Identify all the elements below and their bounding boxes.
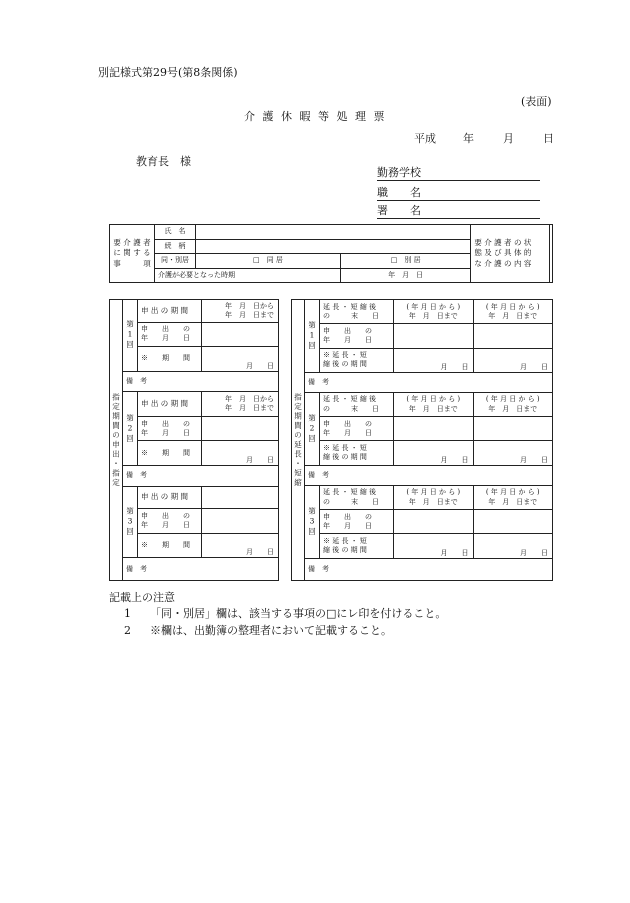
date-line <box>414 130 564 146</box>
date-year: 年 <box>463 132 474 145</box>
date-month: 月 <box>503 132 514 145</box>
right-r2-date-a[interactable] <box>394 417 474 441</box>
right-r1-mark-b[interactable]: 月 日 <box>473 348 553 372</box>
date-era: 平成 <box>414 132 436 145</box>
left-r3-period-value[interactable] <box>202 486 279 509</box>
name-label: 氏 名 <box>155 225 196 240</box>
left-r1-period-label: 申 出 の 期 間 <box>138 300 202 323</box>
right-r1-date-b[interactable] <box>473 324 553 348</box>
right-r3-mark-label: ※ 延 長 ・ 短 縮 後 の 期 間 <box>320 534 394 558</box>
right-r3-ext-label: 延 長 ・ 短 縮 後 の 末 日 <box>320 485 394 509</box>
addressee: 教育長 様 <box>136 155 191 168</box>
signer-school: 勤務学校 <box>377 164 540 181</box>
needed-since-date[interactable]: 年 月 日 <box>340 268 470 283</box>
right-r3-col-a[interactable]: ( 年 月 日 か ら ) 年 月 日まで <box>394 485 474 509</box>
left-r3-mark-value[interactable]: 月 日 <box>202 533 279 558</box>
right-r3-mark-b[interactable]: 月 日 <box>473 534 553 558</box>
left-r1-date-field[interactable] <box>202 322 279 347</box>
left-r2-mark-value[interactable]: 月 日 <box>202 441 279 466</box>
right-r3-remarks[interactable]: 備 考 <box>305 558 553 580</box>
left-r1-mark-value[interactable]: 月 日 <box>202 347 279 372</box>
right-r1-mark-a[interactable]: 月 日 <box>394 348 474 372</box>
period-extension-table <box>291 299 553 581</box>
left-r3-period-label: 申 出 の 期 間 <box>138 486 202 509</box>
right-r3-date-label: 申 出 の 年 月 日 <box>320 510 394 534</box>
condition-field[interactable] <box>550 225 553 283</box>
left-r2-period-label: 申 出 の 期 間 <box>138 392 202 417</box>
care-recipient-table <box>109 224 553 283</box>
notes-heading: 記載上の注意 <box>109 591 175 604</box>
left-r3-mark-label: ※ 期 間 <box>138 533 202 558</box>
note-2-text: ※欄は、出勤簿の整理者において記載すること。 <box>150 624 392 637</box>
left-r2-date-label: 申 出 の 年 月 日 <box>138 416 202 441</box>
right-r2-date-b[interactable] <box>473 417 553 441</box>
right-r2-remarks[interactable]: 備 考 <box>305 465 553 485</box>
left-r1-remarks[interactable]: 備 考 <box>123 371 279 392</box>
right-r2-ext-label: 延 長 ・ 短 縮 後 の 末 日 <box>320 392 394 416</box>
right-r2-mark-b[interactable]: 月 日 <box>473 441 553 465</box>
right-r1-remarks[interactable]: 備 考 <box>305 372 553 392</box>
right-r1-date-a[interactable] <box>394 324 474 348</box>
note-1-text: 「同・別居」欄は、該当する事項の□にレ印を付けること。 <box>150 607 447 620</box>
left-round-3: 第3回 <box>123 486 138 558</box>
right-r2-mark-label: ※ 延 長 ・ 短 縮 後 の 期 間 <box>320 441 394 465</box>
left-r2-remarks[interactable]: 備 考 <box>123 466 279 487</box>
signer-position: 職 名 <box>377 184 540 201</box>
right-r3-mark-a[interactable]: 月 日 <box>394 534 474 558</box>
right-r2-col-a[interactable]: ( 年 月 日 か ら ) 年 月 日まで <box>394 392 474 416</box>
left-side-label: 指定期間の申出・指定 <box>110 300 123 581</box>
note-2-number: 2 <box>124 624 131 637</box>
note-item-1 <box>124 605 446 621</box>
left-round-1: 第1回 <box>123 300 138 372</box>
left-r1-date-label: 申 出 の 年 月 日 <box>138 322 202 347</box>
left-r1-mark-label: ※ 期 間 <box>138 347 202 372</box>
left-r3-remarks[interactable]: 備 考 <box>123 558 279 581</box>
right-r3-date-a[interactable] <box>394 510 474 534</box>
name-field[interactable] <box>196 225 471 240</box>
left-r3-date-field[interactable] <box>202 509 279 534</box>
form-id: 別記様式第29号(第8条関係) <box>98 66 238 79</box>
right-r1-col-b[interactable]: ( 年 月 日 か ら ) 年 月 日まで <box>473 300 553 324</box>
needed-since-label: 介護が必要となった時期 <box>155 268 341 283</box>
left-r2-date-field[interactable] <box>202 416 279 441</box>
condition-header: 要 介 護 者 の 状 態 及 び 具 体 的 な 介 護 の 内 容 <box>471 225 550 283</box>
right-r2-col-b[interactable]: ( 年 月 日 か ら ) 年 月 日まで <box>473 392 553 416</box>
left-r2-period-value[interactable]: 年 月 日から 年 月 日まで <box>202 392 279 417</box>
right-r1-date-label: 申 出 の 年 月 日 <box>320 324 394 348</box>
signer-name: 署 名 <box>377 202 540 219</box>
date-day: 日 <box>543 132 554 145</box>
left-round-2: 第2回 <box>123 392 138 466</box>
note-1-number: 1 <box>124 607 131 620</box>
care-recipient-header: 要 介 護 者 に 関 す る 事 項 <box>110 225 155 283</box>
right-r1-col-a[interactable]: ( 年 月 日 か ら ) 年 月 日まで <box>394 300 474 324</box>
right-round-1: 第1回 <box>305 300 320 373</box>
front-label: (表面) <box>521 95 552 108</box>
right-round-3: 第3回 <box>305 485 320 558</box>
right-r2-mark-a[interactable]: 月 日 <box>394 441 474 465</box>
living-together-option[interactable]: □ 同 居 <box>196 254 341 269</box>
left-r1-period-value[interactable]: 年 月 日から 年 月 日まで <box>202 300 279 323</box>
left-r2-mark-label: ※ 期 間 <box>138 441 202 466</box>
right-r3-col-b[interactable]: ( 年 月 日 か ら ) 年 月 日まで <box>473 485 553 509</box>
right-r2-date-label: 申 出 の 年 月 日 <box>320 417 394 441</box>
right-round-2: 第2回 <box>305 392 320 465</box>
right-r1-mark-label: ※ 延 長 ・ 短 縮 後 の 期 間 <box>320 348 394 372</box>
right-r3-date-b[interactable] <box>473 510 553 534</box>
right-side-label: 指定期間の延長・短縮 <box>292 300 305 581</box>
left-r3-date-label: 申 出 の 年 月 日 <box>138 509 202 534</box>
living-label: 同・別居 <box>155 254 196 269</box>
note-item-2 <box>124 622 392 638</box>
right-r1-ext-label: 延 長 ・ 短 縮 後 の 末 日 <box>320 300 394 324</box>
form-title: 介 護 休 暇 等 処 理 票 <box>244 110 387 123</box>
relation-field[interactable] <box>196 239 471 254</box>
period-designation-table <box>109 299 279 581</box>
relation-label: 続 柄 <box>155 239 196 254</box>
living-apart-option[interactable]: □ 別 居 <box>340 254 470 269</box>
